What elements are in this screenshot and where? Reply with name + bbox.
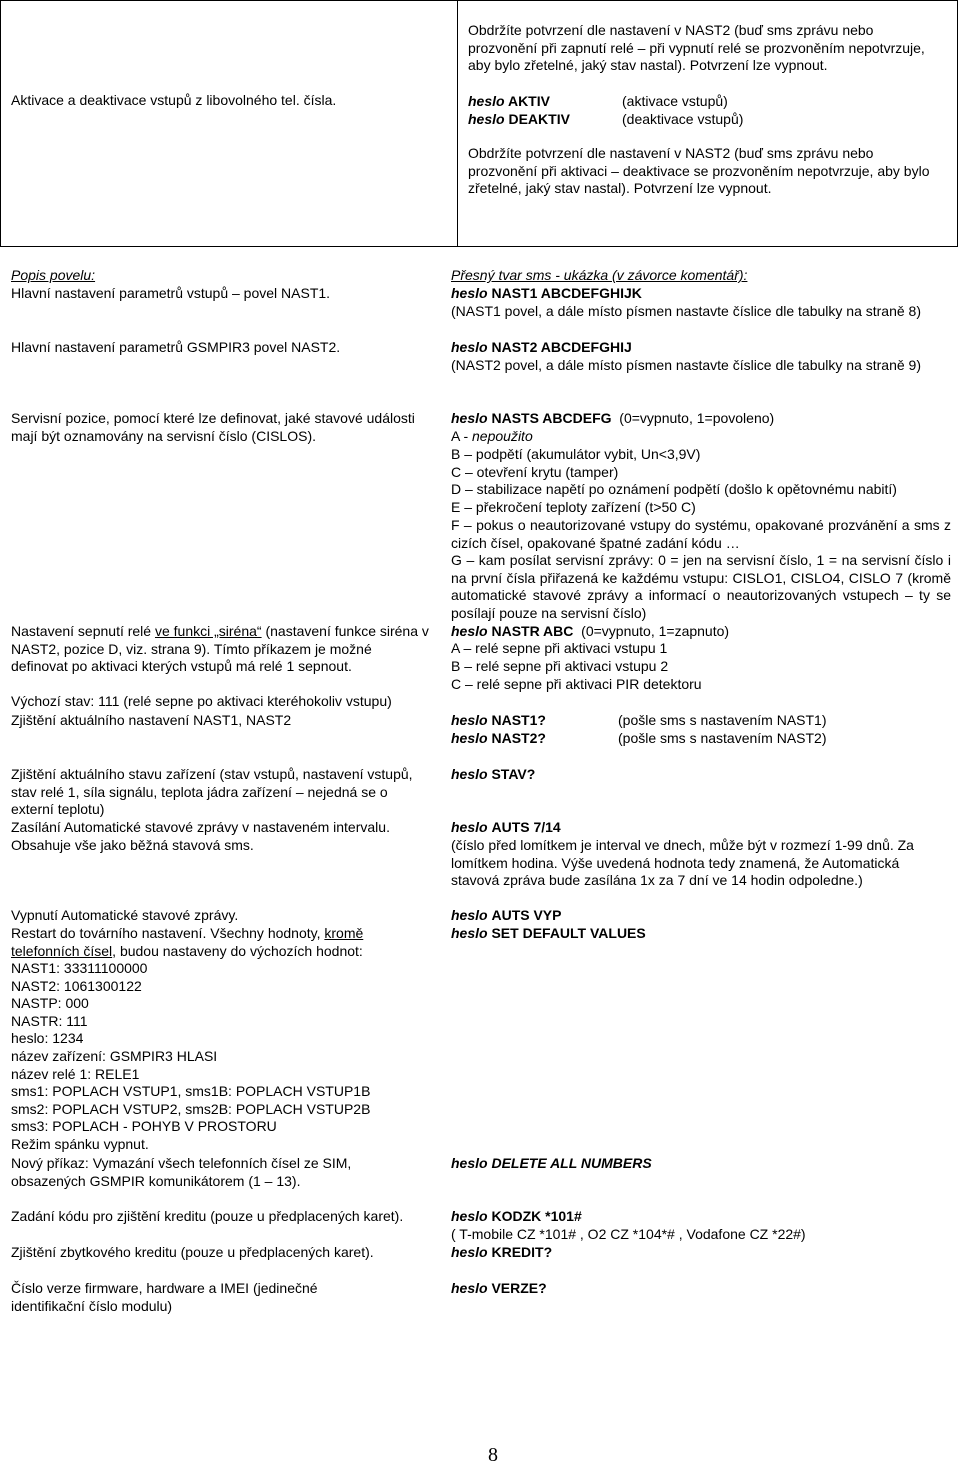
nastr-default: Výchozí stav: 111 (relé sepne po aktivaci kteréhokoliv vstupu) bbox=[11, 693, 392, 709]
kodzk-cmd: heslo KODZK *101# bbox=[451, 1208, 582, 1224]
default-line: NASTR: 111 bbox=[11, 1012, 88, 1029]
auts-off-desc: Vypnutí Automatické stavové zprávy. bbox=[11, 907, 239, 923]
kodzk-note: ( T-mobile CZ *101# , O2 CZ *104*# , Vodafone CZ *22#) bbox=[451, 1226, 806, 1242]
default-line: NAST1: 33311100000 bbox=[11, 960, 148, 976]
nastr-item-c: C – relé sepne při aktivaci PIR detektoru bbox=[451, 676, 702, 692]
default-line: název relé 1: RELE1 bbox=[11, 1065, 140, 1082]
default-line: heslo: 1234 bbox=[11, 1030, 84, 1047]
header-right: Přesný tvar sms - ukázka (v závorce komentář): bbox=[451, 267, 748, 283]
query-desc: Zjištění aktuálního nastavení NAST1, NAST2 bbox=[11, 712, 292, 728]
top-para-1: Obdržíte potvrzení dle nastavení v NAST2 (buď sms zprávu nebo prozvonění při zapnutí relé – při vypnutí relé se prozvoněním nepotvrzuje, aby bylo zřetelné, jaký stav nastal). Potvrzení lze vypnout. bbox=[468, 22, 925, 74]
verze-desc: Číslo verze firmware, hardware a IMEI (jedinečné identifikační číslo modulu) bbox=[11, 1280, 318, 1314]
auts-off-cmd: heslo AUTS VYP bbox=[451, 907, 562, 923]
nasts-item-c: C – otevření krytu (tamper) bbox=[451, 464, 619, 480]
kredit-cmd: heslo KREDIT? bbox=[451, 1244, 553, 1260]
nast2-cmd: heslo NAST2 ABCDEFGHIJ bbox=[451, 339, 632, 355]
nasts-cmd: heslo NASTS ABCDEFG (0=vypnuto, 1=povoleno) bbox=[451, 410, 775, 426]
delete-desc: Nový příkaz: Vymazání všech telefonních čísel ze SIM, obsazených GSMPIR komunikátorem (1 – 13). bbox=[11, 1155, 352, 1189]
nast2-note: (NAST2 povel, a dále místo písmen nastavte číslice dle tabulky na straně 9) bbox=[451, 357, 922, 373]
default-line: sms1: POPLACH VSTUP1, sms1B: POPLACH VSTUP1B bbox=[11, 1083, 371, 1100]
nasts-item-d: D – stabilizace napětí po oznámení podpětí (došlo k opětovnému nabití) bbox=[451, 481, 897, 497]
nast1-cmd: heslo NAST1 ABCDEFGHIJK bbox=[451, 285, 642, 301]
nast2-desc: Hlavní nastavení parametrů GSMPIR3 povel NAST2. bbox=[11, 339, 341, 355]
nast1-desc: Hlavní nastavení parametrů vstupů – povel NAST1. bbox=[11, 285, 331, 301]
nasts-item-f: F – pokus o neautorizované vstupy do systému, opakované prozvánění a sms z cizích čísel, opakované špatné zadání kódu … bbox=[451, 517, 951, 551]
query-cmd-1: heslo NAST1? (pošle sms s nastavením NAST1) bbox=[451, 712, 827, 728]
kredit-desc: Zjištění zbytkového kreditu (pouze u předplacených karet). bbox=[11, 1244, 374, 1260]
nastr-desc: Nastavení sepnutí relé ve funkci „siréna“ (nastavení funkce siréna v NAST2, pozice D, viz. strana 9). Tímto příkazem je možné definovat po aktivaci kterých vstupů má relé 1 sepnout. bbox=[11, 623, 429, 675]
auts-desc: Zasílání Automatické stavové zprávy v nastaveném intervalu. Obsahuje vše jako běžná stavová sms. bbox=[11, 819, 390, 853]
stav-cmd: heslo STAV? bbox=[451, 766, 536, 782]
nasts-item-g: G – kam posílat servisní zprávy: 0 = jen na servisní číslo, 1 = na servisní číslo i na první čísla přiřazená ke každému vstupu: CISLO1, CISLO4, CISLO 7 (kromě automatické stavové zprávy a informací o neautorizovaných vstupech – ty se posílají pouze na servisní číslo) bbox=[451, 552, 951, 621]
top-para-2: Obdržíte potvrzení dle nastavení v NAST2 (buď sms zprávu nebo prozvonění při aktivaci – deaktivace se prozvoněním nepotvrzuje, aby bylo zřetelné, jaký stav nastal). Potvrzení lze vypnout. bbox=[468, 145, 930, 197]
nasts-item-a: A - nepoužito bbox=[451, 428, 533, 444]
query-cmd-2: heslo NAST2? (pošle sms s nastavením NAST2) bbox=[451, 730, 827, 746]
nastr-cmd: heslo NASTR ABC (0=vypnuto, 1=zapnuto) bbox=[451, 623, 730, 639]
default-cmd: heslo SET DEFAULT VALUES bbox=[451, 925, 646, 941]
default-desc: Restart do továrního nastavení. Všechny hodnoty, kromě telefonních čísel, budou nastaveny do výchozích hodnot: bbox=[11, 925, 364, 959]
nastr-item-b: B – relé sepne při aktivaci vstupu 2 bbox=[451, 658, 669, 674]
top-left-cell bbox=[1, 1, 458, 247]
nastr-item-a: A – relé sepne při aktivaci vstupu 1 bbox=[451, 640, 668, 656]
nasts-item-b: B – podpětí (akumulátor vybit, Un<3,9V) bbox=[451, 446, 701, 462]
verze-cmd: heslo VERZE? bbox=[451, 1280, 547, 1296]
default-line: sms3: POPLACH - POHYB V PROSTORU bbox=[11, 1118, 277, 1135]
nast1-note: (NAST1 povel, a dále místo písmen nastavte číslice dle tabulky na straně 8) bbox=[451, 303, 922, 319]
nasts-item-e: E – překročení teploty zařízení (t>50 C) bbox=[451, 499, 696, 515]
auts-note: (číslo před lomítkem je interval ve dnech, může být v rozmezí 1-99 dnů. Za lomítkem hodina. Výše uvedená hodnota tedy znamená, že Automatická stavová zpráva bude zasílána 1x za 7 dní ve 14 hodin odpoledne.) bbox=[451, 837, 914, 889]
default-line: název zařízení: GSMPIR3 HLASI bbox=[11, 1047, 218, 1064]
header-left: Popis povelu: bbox=[11, 267, 96, 283]
default-line: Režim spánku vypnut. bbox=[11, 1135, 149, 1152]
page-number: 8 bbox=[488, 1444, 498, 1466]
kodzk-desc: Zadání kódu pro zjištění kreditu (pouze u předplacených karet). bbox=[11, 1208, 404, 1224]
delete-cmd: heslo DELETE ALL NUMBERS bbox=[451, 1155, 652, 1171]
default-line: sms2: POPLACH VSTUP2, sms2B: POPLACH VSTUP2B bbox=[11, 1100, 371, 1117]
default-line: NAST2: 1061300122 bbox=[11, 977, 142, 994]
top-left-text: Aktivace a deaktivace vstupů z libovolného tel. čísla. bbox=[11, 92, 337, 108]
auts-cmd: heslo AUTS 7/14 bbox=[451, 819, 561, 835]
stav-desc: Zjištění aktuálního stavu zařízení (stav vstupů, nastavení vstupů, stav relé 1, síla signálu, teplota jádra zařízení – nejedná se o externí teplotu) bbox=[11, 766, 413, 818]
default-list bbox=[11, 960, 429, 1154]
nasts-desc: Servisní pozice, pomocí které lze definovat, jaké stavové události mají být oznamovány na servisní číslo (CISLOS). bbox=[11, 410, 415, 444]
default-line: NASTP: 000 bbox=[11, 995, 89, 1012]
